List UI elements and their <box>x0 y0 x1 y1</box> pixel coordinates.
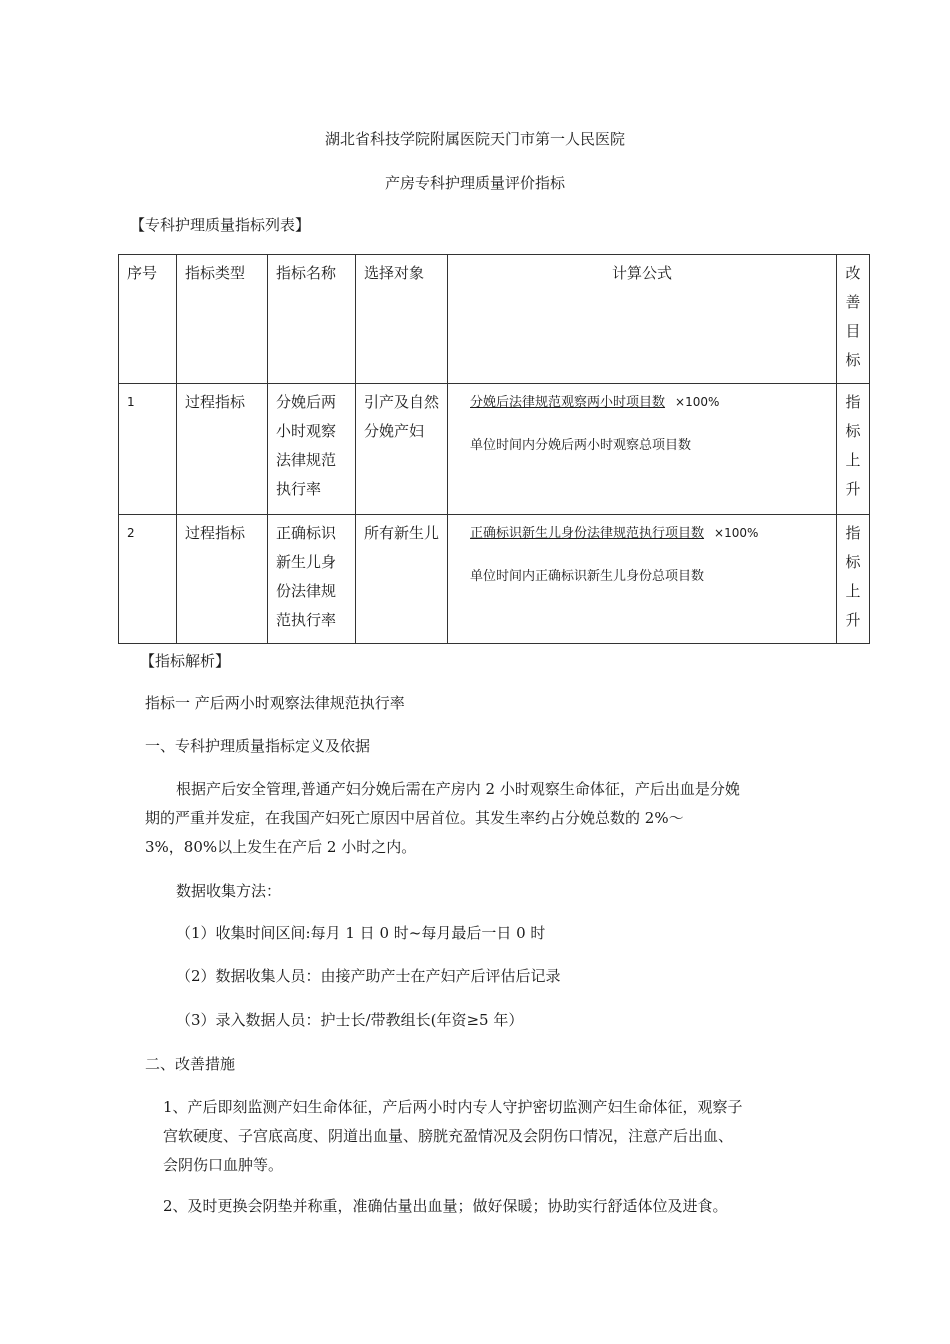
hospital-name: 湖北省科技学院附属医院天门市第一人民医院 <box>324 130 625 148</box>
indicator-name: 分娩后两小时观察法律规范执行率 <box>268 384 356 515</box>
header-cell: 计算公式 <box>448 255 837 384</box>
measure-line: 2、及时更换会阴垫并称重，准确估量出血量；做好保暖；协助实行舒适体位及进食。 <box>163 1197 728 1215</box>
header-cell: 改善目标 <box>837 255 870 384</box>
definition-line: 根据产后安全管理,普通产妇分娩后需在产房内 2 小时观察生命体征，产后出血是分娩 <box>176 780 740 798</box>
table-row <box>119 515 870 644</box>
indicator-type: 过程指标 <box>177 515 268 644</box>
indicator-one-title: 指标一 产后两小时观察法律规范执行率 <box>145 694 405 712</box>
indicator-name: 正确标识新生儿身份法律规范执行率 <box>268 515 356 644</box>
section-one-heading: 一、专科护理质量指标定义及依据 <box>145 737 371 755</box>
header-cell: 选择对象 <box>356 255 448 384</box>
row-number: 1 <box>119 384 177 515</box>
document-title: 产房专科护理质量评价指标 <box>384 174 565 192</box>
selection-target: 引产及自然分娩产妇 <box>356 384 448 515</box>
formula-numerator: 正确标识新生儿身份法律规范执行项目数 <box>470 526 705 541</box>
formula-multiplier: ×100% <box>714 526 759 540</box>
collection-item: （3）录入数据人员：护士长/带教组长(年资≥5 年） <box>176 1011 524 1029</box>
formula-multiplier: ×100% <box>675 395 720 409</box>
formula-cell <box>448 384 837 515</box>
definition-line: 3%，80%以上发生在产后 2 小时之内。 <box>145 838 417 856</box>
indicator-table <box>118 254 870 644</box>
analysis-heading: 【指标解析】 <box>140 652 231 670</box>
formula-numerator: 分娩后法律规范观察两小时项目数 <box>470 395 666 410</box>
improvement-goal: 指标上升 <box>837 515 870 644</box>
table-header-row <box>119 255 870 384</box>
improvement-goal: 指标上升 <box>837 384 870 515</box>
header-cell: 指标类型 <box>177 255 268 384</box>
selection-target: 所有新生儿 <box>356 515 448 644</box>
header-cell: 序号 <box>119 255 177 384</box>
indicator-type: 过程指标 <box>177 384 268 515</box>
header-cell: 指标名称 <box>268 255 356 384</box>
measure-line: 1、产后即刻监测产妇生命体征，产后两小时内专人守护密切监测产妇生命体征，观察子 <box>163 1098 743 1116</box>
measure-line: 会阴伤口血肿等。 <box>163 1156 284 1174</box>
collection-heading: 数据收集方法： <box>176 882 282 900</box>
measure-line: 宫软硬度、子宫底高度、阴道出血量、膀胱充盈情况及会阴伤口情况，注意产后出血、 <box>163 1127 734 1145</box>
section-two-heading: 二、改善措施 <box>145 1055 236 1073</box>
table-row <box>119 384 870 515</box>
formula-denominator: 单位时间内分娩后两小时观察总项目数 <box>470 438 692 453</box>
formula-cell <box>448 515 837 644</box>
collection-item: （2）数据收集人员：由接产助产士在产妇产后评估后记录 <box>176 967 561 985</box>
formula-denominator: 单位时间内正确标识新生儿身份总项目数 <box>470 569 705 584</box>
row-number: 2 <box>119 515 177 644</box>
list-heading: 【专科护理质量指标列表】 <box>130 216 311 234</box>
definition-line: 期的严重并发症，在我国产妇死亡原因中居首位。其发生率约占分娩总数的 2%～ <box>145 809 684 827</box>
collection-item: （1）收集时间区间:每月 1 日 0 时~每月最后一日 0 时 <box>176 924 546 942</box>
